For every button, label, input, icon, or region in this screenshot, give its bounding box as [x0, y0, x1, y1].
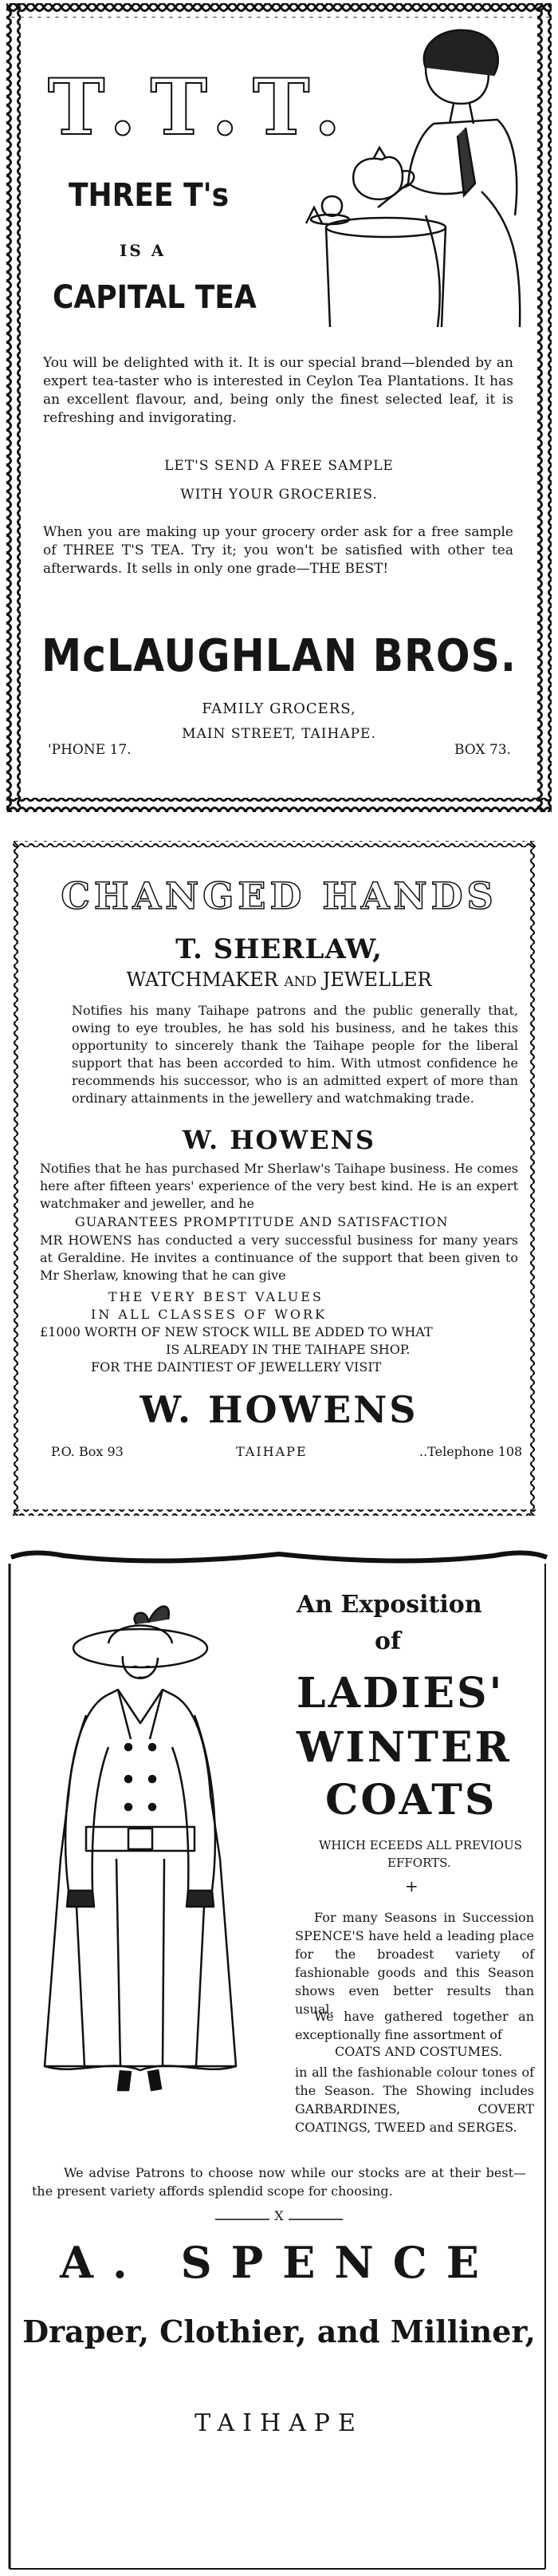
- tea-sample-line-2: WITH YOUR GROCERIES.: [180, 487, 378, 503]
- draper-paragraph-2a: We have gathered together an exceptionally fine assortment of: [295, 2009, 534, 2042]
- draper-advertisement: [0, 1532, 558, 2576]
- draper-big-winter: WINTER: [297, 1723, 512, 1772]
- jeweller-signature: W. HOWENS: [140, 1388, 418, 1431]
- jeweller-trade-b: JEWELLER: [322, 968, 432, 991]
- jeweller-successor: W. HOWENS: [182, 1125, 376, 1155]
- lady-coat-illustration: [29, 1588, 252, 2098]
- tea-paragraph-2: When you are making up your grocery order ask for a free sample of THREE T'S TEA. Try it; you won't be satisfied with other tea afterwards. It sells in only one grade—THE BEST!: [43, 524, 513, 577]
- tea-address: MAIN STREET, TAIHAPE.: [182, 726, 376, 742]
- tea-advertisement: [0, 0, 558, 830]
- tea-capital: CAPITAL TEA: [53, 279, 257, 316]
- jeweller-po-box: P.O. Box 93: [51, 1444, 124, 1459]
- draper-big-coats: COATS: [325, 1776, 497, 1825]
- jeweller-guarantee: GUARANTEES PROMPTITUDE AND SATISFACTION: [75, 1214, 449, 1229]
- jeweller-stock-3: FOR THE DAINTIEST OF JEWELLERY VISIT: [91, 1359, 382, 1375]
- tea-box: BOX 73.: [454, 742, 511, 758]
- jeweller-town: TAIHAPE: [236, 1444, 308, 1459]
- tea-paragraph-1: You will be delighted with it. It is our special brand—blended by an expert tea-taster who is interested in Ceylon Tea Plantations. It has an excellent flavour, and, being only the finest selected leaf, it is refreshing and invigorating.: [43, 355, 513, 426]
- jeweller-stock-1: £1000 WORTH OF NEW STOCK WILL BE ADDED TO WHAT: [40, 1324, 433, 1339]
- draper-divider: +: [405, 1876, 418, 1896]
- jeweller-stock-2: IS ALREADY IN THE TAIHAPE SHOP.: [166, 1342, 411, 1357]
- tea-is-a: IS A: [120, 241, 167, 260]
- jeweller-trade-a: WATCHMAKER: [126, 968, 278, 991]
- draper-x-rule: [0, 2218, 558, 2223]
- jeweller-trade-line: [0, 968, 558, 991]
- jeweller-paragraph-2: Notifies that he has purchased Mr Sherlaw's Taihape business. He comes here after fifteen years' experience of the very best kind. He is an expert watchmaker and jeweller, and he: [40, 1161, 518, 1211]
- jeweller-telephone: ..Telephone 108: [419, 1444, 523, 1459]
- jeweller-values-2: IN ALL CLASSES OF WORK: [91, 1307, 327, 1322]
- draper-exceeds-1: WHICH ECEEDS ALL PREVIOUS: [319, 1838, 522, 1852]
- draper-town: TAIHAPE: [195, 2409, 363, 2437]
- jeweller-name: T. SHERLAW,: [175, 933, 383, 965]
- draper-advise: We advise Patrons to choose now while our stocks are at their best—the present variety affords splendid scope for choosing.: [32, 2165, 526, 2199]
- jeweller-values-1: THE VERY BEST VALUES: [108, 1289, 324, 1304]
- draper-firm: A. SPENCE: [60, 2237, 498, 2288]
- draper-exposition: An Exposition: [297, 1591, 482, 1619]
- draper-x-mark: X: [274, 2208, 284, 2223]
- draper-big-ladies: LADIES': [297, 1669, 505, 1718]
- jeweller-headline: CHANGED HANDS: [61, 874, 497, 917]
- draper-of: of: [375, 1627, 401, 1655]
- draper-paragraph-2c: in all the fashionable colour tones of the Season. The Showing includes GARBARDINES, COVERT COATINGS, TWEED and SERGES.: [295, 2065, 534, 2135]
- jeweller-advertisement: [0, 830, 558, 1532]
- tea-subhead: THREE T's: [69, 177, 230, 214]
- draper-exceeds-2: EFFORTS.: [387, 1856, 451, 1870]
- tea-phone: 'PHONE 17.: [48, 742, 132, 758]
- jeweller-paragraph-3: MR HOWENS has conducted a very successful business for many years at Geraldine. He invites a continuance of the support that been given to Mr Sherlaw, knowing that he can give: [40, 1233, 518, 1283]
- draper-paragraph-1: For many Seasons in Succession SPENCE'S have held a leading place for the broadest variety of fashionable goods and this Season shows even better results than usual.: [295, 1910, 534, 2017]
- jeweller-paragraph-1: Notifies his many Taihape patrons and the public generally that, owing to eye troubles, he has sold his business, and he takes this opportunity to sincerely thank the Taihape people for the liberal support that has been accorded to him. With utmost confidence he recommends his successor, who is an admitted expert of more than ordinary attainments in the jewellery and watchmaking trade.: [72, 1003, 518, 1106]
- draper-paragraph-2b: COATS AND COSTUMES.: [335, 2044, 503, 2059]
- tea-firm-name: McLAUGHLAN BROS.: [41, 630, 517, 682]
- jeweller-trade-and: AND: [284, 974, 317, 990]
- tea-sample-line-1: LET'S SEND A FREE SAMPLE: [164, 458, 394, 474]
- tea-firm-type: FAMILY GROCERS,: [202, 700, 356, 717]
- woman-tea-illustration: [306, 24, 537, 327]
- draper-trades: Draper, Clothier, and Milliner,: [22, 2314, 536, 2349]
- tea-headline: T.T.T.: [48, 62, 356, 152]
